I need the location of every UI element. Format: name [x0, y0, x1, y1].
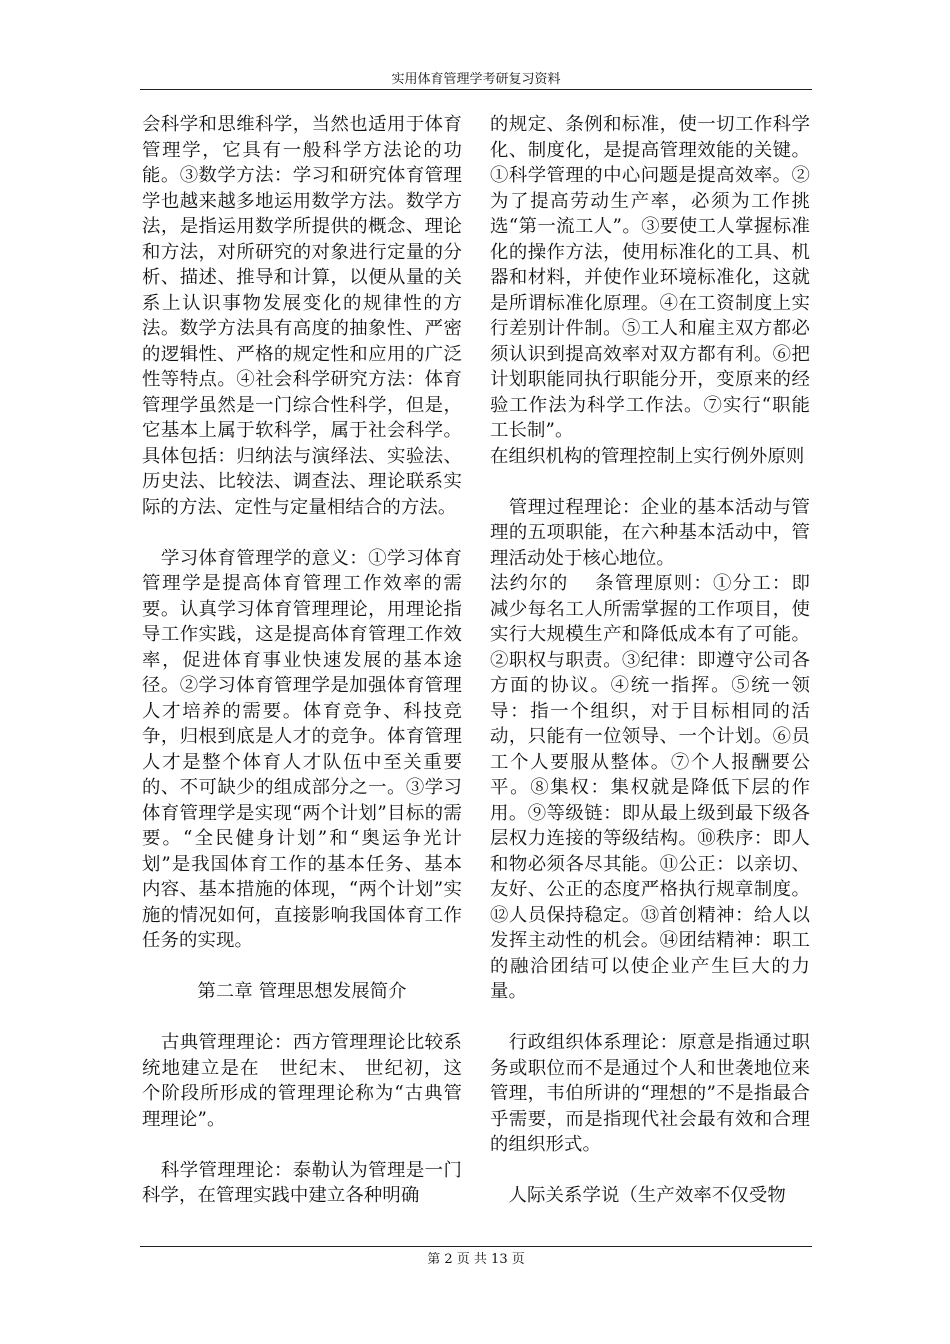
page-header: 实用体育管理学考研复习资料: [391, 72, 561, 87]
paragraph-gap: [490, 469, 810, 495]
paragraph-process-theory: 管理过程理论：企业的基本活动与管理的五项职能，在六种基本活动中，管理活动处于核心地位。: [490, 496, 810, 569]
paragraph-gap: [142, 1005, 462, 1031]
left-column: [142, 112, 462, 1209]
paragraph-scientific-management: 科学管理理论：泰勒认为管理是一门科学，在管理实践中建立各种明确: [142, 1159, 462, 1206]
paragraph-classical-theory: 古典管理理论：西方管理理论比较系统地建立是在 世纪末、 世纪初，这个阶段所形成的管理理论称为“古典管理理论”。: [142, 1032, 462, 1130]
paragraph-fayol-principles: 法约尔的 条管理原则：①分工：即减少每名工人所需掌握的工作项目，使实行大规模生产和降低成本有了可能。②职权与职责。③纪律：即遵守公司各方面的协议。④统一指挥。⑤统一领导：指一个组织，对于目标相同的活动，只能有一位领导、一个计划。⑥员工个人要服从整体。⑦个人报酬要公平。⑧集权：集权就是降低下层的作用。⑨等级链：即从最上级到最下级各层权力连接的等级结构。⑩秩序：即人和物必须各尽其能。⑪公正：以亲切、友好、公正的态度严格执行规章制度。⑫人员保持稳定。⑬首创精神：给人以发挥主动性的机会。⑭团结精神：职工的融洽团结可以使企业产生巨大的力量。: [490, 573, 810, 1002]
paragraph-bureaucracy-theory: 行政组织体系理论：原意是指通过职务或职位而不是通过个人和世袭地位来管理，韦伯所讲的“理想的”不是指最合乎需要，而是指现代社会最有效和合理的组织形式。: [490, 1032, 810, 1155]
paragraph-gap: [490, 1158, 810, 1184]
footer-divider: [140, 1246, 812, 1247]
paragraph-taylor-principles: 的规定、条例和标准，使一切工作科学化、制度化，是提高管理效能的关键。①科学管理的中心问题是提高效率。②为了提高劳动生产率，必须为工作挑选“第一流工人”。③要使工人掌握标准化的操作方法，使用标准化的工具、机器和材料，并使作业环境标准化，这就是所谓标准化原理。④在工资制度上实行差别计件制。⑤工人和雇主双方都必须认识到提高效率对双方都有利。⑥把计划职能同执行职能分开，变原来的经验工作法为科学工作法。⑦实行“职能工长制”。: [490, 114, 810, 441]
page-number: 第 2 页 共 13 页: [427, 1252, 525, 1267]
header-divider: [140, 89, 812, 90]
paragraph-methods: 会科学和思维科学，当然也适用于体育管理学，它具有一般科学方法论的功能。③数学方法：学习和研究体育管理学也越来越多地运用数学方法。数学方法，是指运用数学所提供的概念、理论和方法，对所研究的对象进行定量的分析、描述、推导和计算，以便从量的关系上认识事物发展变化的规律性的方法。数学方法具有高度的抽象性、严密的逻辑性、严格的规定性和应用的广泛性等特点。④社会科学研究方法：体育管理学虽然是一门综合性科学，但是，它基本上属于软科学，属于社会科学。具体包括：归纳法与演绎法、实验法、历史法、比较法、调查法、理论联系实际的方法、定性与定量相结合的方法。: [142, 114, 462, 518]
paragraph-human-relations: 人际关系学说（生产效率不仅受物: [490, 1185, 786, 1206]
right-column: [490, 112, 810, 1209]
chapter-heading: 第二章 管理思想发展简介: [197, 981, 407, 1002]
paragraph-gap: [142, 520, 462, 546]
paragraph-gap: [142, 1132, 462, 1158]
paragraph-gap: [490, 1005, 810, 1031]
paragraph-significance: 学习体育管理学的意义：①学习体育管理学是提高体育管理工作效率的需要。认真学习体育管理理论，用理论指导工作实践，这是提高体育管理工作效率，促进体育事业快速发展的基本途径。②学习体育管理学是加强体育管理人才培养的需要。体育竞争、科技竞争，归根到底是人才的竞争。体育管理人才是整个体育人才队伍中至关重要的、不可缺少的组成部分之一。③学习体育管理学是实现“两个计划”目标的需要。“全民健身计划”和“奥运争光计划”是我国体育工作的基本任务、基本内容、基本措施的体现，“两个计划”实施的情况如何，直接影响我国体育工作任务的实现。: [142, 547, 462, 951]
paragraph-gap: [142, 954, 462, 980]
paragraph-exception-principle: 在组织机构的管理控制上实行例外原则: [490, 445, 805, 467]
